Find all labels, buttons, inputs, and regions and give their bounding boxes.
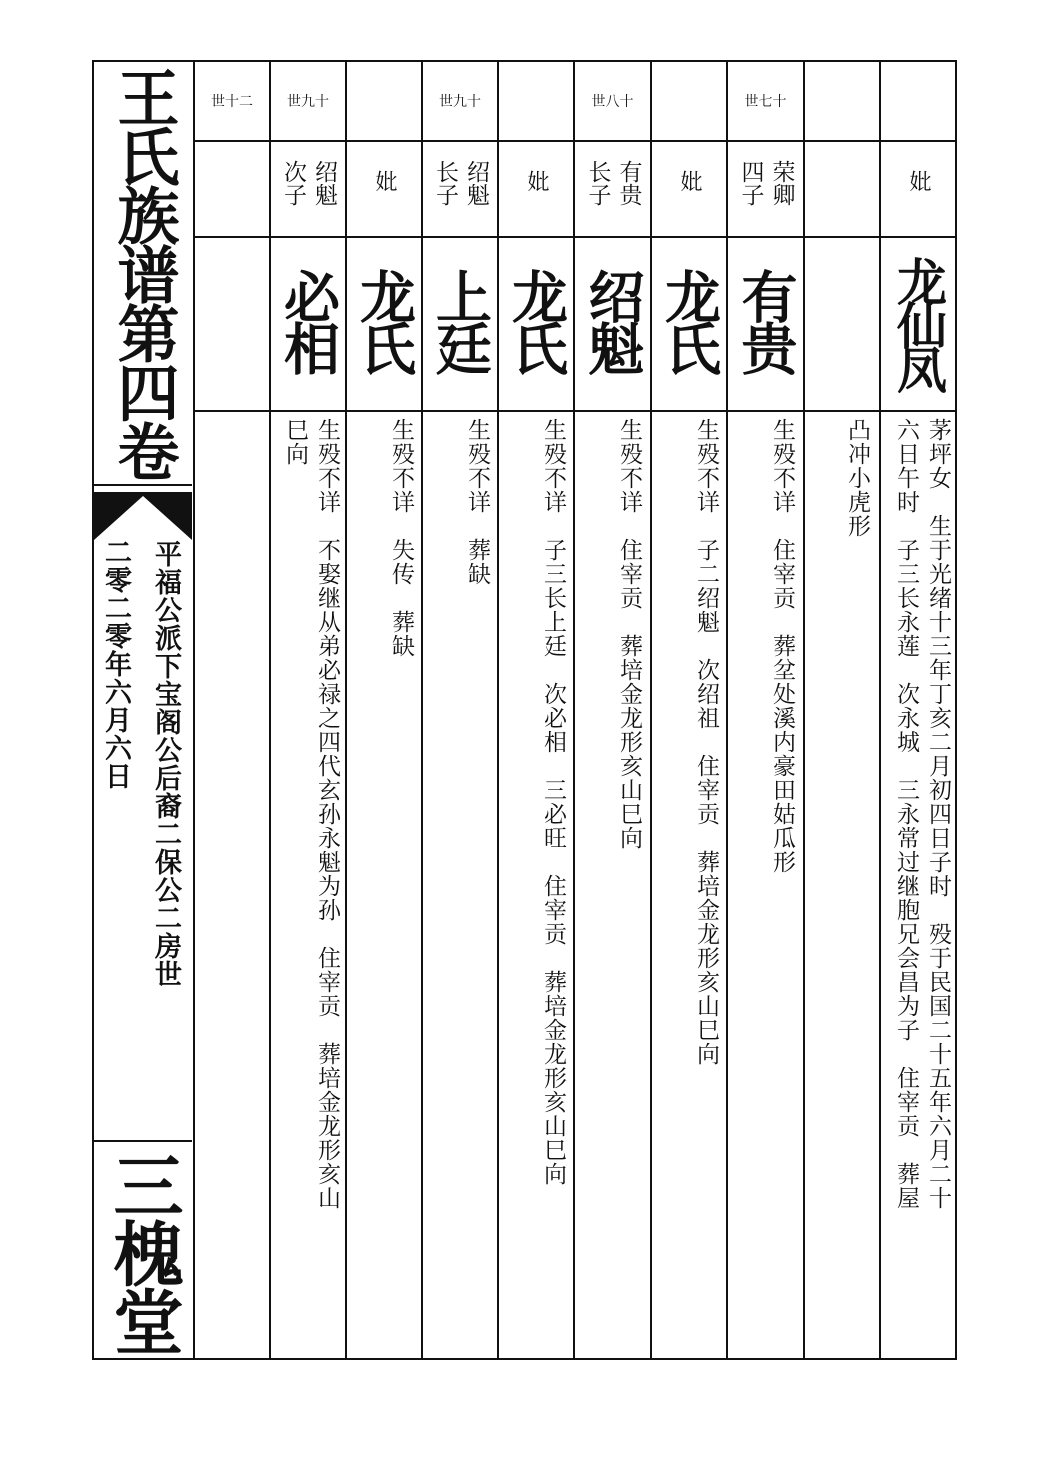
generation-label: 世十二 [211, 94, 253, 110]
biography-line: 凸冲小虎形 [844, 418, 870, 538]
biography-line: 生殁不详 不娶继从弟必禄之四代玄孙永魁为孙 住宰贡 葬培金龙形亥山 [314, 418, 340, 1210]
fishtail-ornament [94, 494, 192, 540]
grid-line [194, 410, 957, 412]
biography [386, 418, 416, 1358]
person-name: 必相 [275, 268, 341, 372]
birth-order: 长子 [432, 160, 458, 206]
person-name: 龙氏 [503, 268, 569, 372]
biography [276, 418, 342, 1358]
biography-line: 生殁不详 失传 葬缺 [388, 418, 414, 658]
generation-label: 世九十 [439, 94, 481, 110]
person-name: 龙仙凤 [889, 256, 948, 388]
biography [614, 418, 644, 1358]
biography-line: 巳向 [282, 418, 308, 466]
relation-cell [499, 142, 573, 236]
book-title: 王氏族谱第四卷 [107, 66, 180, 479]
lineage-subtitle: 平福公派下宝阁公后裔二保公二房世 [150, 540, 181, 988]
biography [691, 418, 721, 1358]
biography [887, 418, 953, 1358]
person-name: 绍魁 [579, 268, 646, 372]
relation-cell [347, 142, 421, 236]
biography-line: 六日午时 子三长永莲 次永城 三永常过继胞兄会昌为子 住宰贡 葬屋 [893, 418, 919, 1210]
person-name: 龙氏 [351, 268, 417, 372]
biography [538, 418, 568, 1358]
birth-order: 四子 [737, 160, 764, 206]
spouse-label: 妣 [677, 170, 702, 192]
biography-line: 生殁不详 子二绍魁 次绍祖 住宰贡 葬培金龙形亥山巳向 [693, 418, 719, 1066]
grid-line [803, 60, 805, 1360]
divider [94, 484, 192, 486]
father-name: 绍魁 [463, 160, 489, 206]
biography-line: 生殁不详 住宰贡 葬坌处溪内豪田姑瓜形 [769, 418, 795, 874]
generation-label: 世七十 [744, 94, 787, 110]
compile-date: 二零二零年六月六日 [100, 538, 131, 790]
relation-cell [728, 142, 803, 236]
father-name: 荣卿 [768, 160, 795, 206]
grid-line [193, 60, 195, 1360]
birth-order: 长子 [584, 160, 611, 206]
relation-cell [881, 142, 955, 236]
biography-line: 生殁不详 葬缺 [464, 418, 490, 586]
person-name: 有贵 [732, 268, 799, 372]
relation-cell [271, 142, 345, 236]
father-name: 有贵 [615, 160, 642, 206]
person-name: 龙氏 [656, 268, 722, 372]
biography [462, 418, 492, 1358]
relation-cell [423, 142, 497, 236]
biography [842, 418, 872, 1358]
hall-name: 三槐堂 [102, 1150, 185, 1354]
generation-label: 世九十 [287, 94, 329, 110]
relation-cell [652, 142, 726, 236]
spouse-label: 妣 [524, 170, 549, 192]
biography-line: 茅坪女 生于光绪十三年丁亥二月初四日子时 殁于民国二十五年六月二十 [925, 418, 951, 1210]
generation-label: 世八十 [591, 94, 634, 110]
spouse-label: 妣 [372, 170, 397, 192]
biography [767, 418, 797, 1358]
birth-order: 次子 [280, 160, 306, 206]
person-name: 上廷 [427, 268, 493, 372]
biography-line: 生殁不详 住宰贡 葬培金龙形亥山巳向 [616, 418, 642, 850]
spouse-label: 妣 [906, 170, 931, 192]
biography-line: 生殁不详 子三长上廷 次必相 三必旺 住宰贡 葬培金龙形亥山巳向 [540, 418, 566, 1186]
divider [94, 1140, 192, 1142]
relation-cell [575, 142, 650, 236]
father-name: 绍魁 [311, 160, 337, 206]
